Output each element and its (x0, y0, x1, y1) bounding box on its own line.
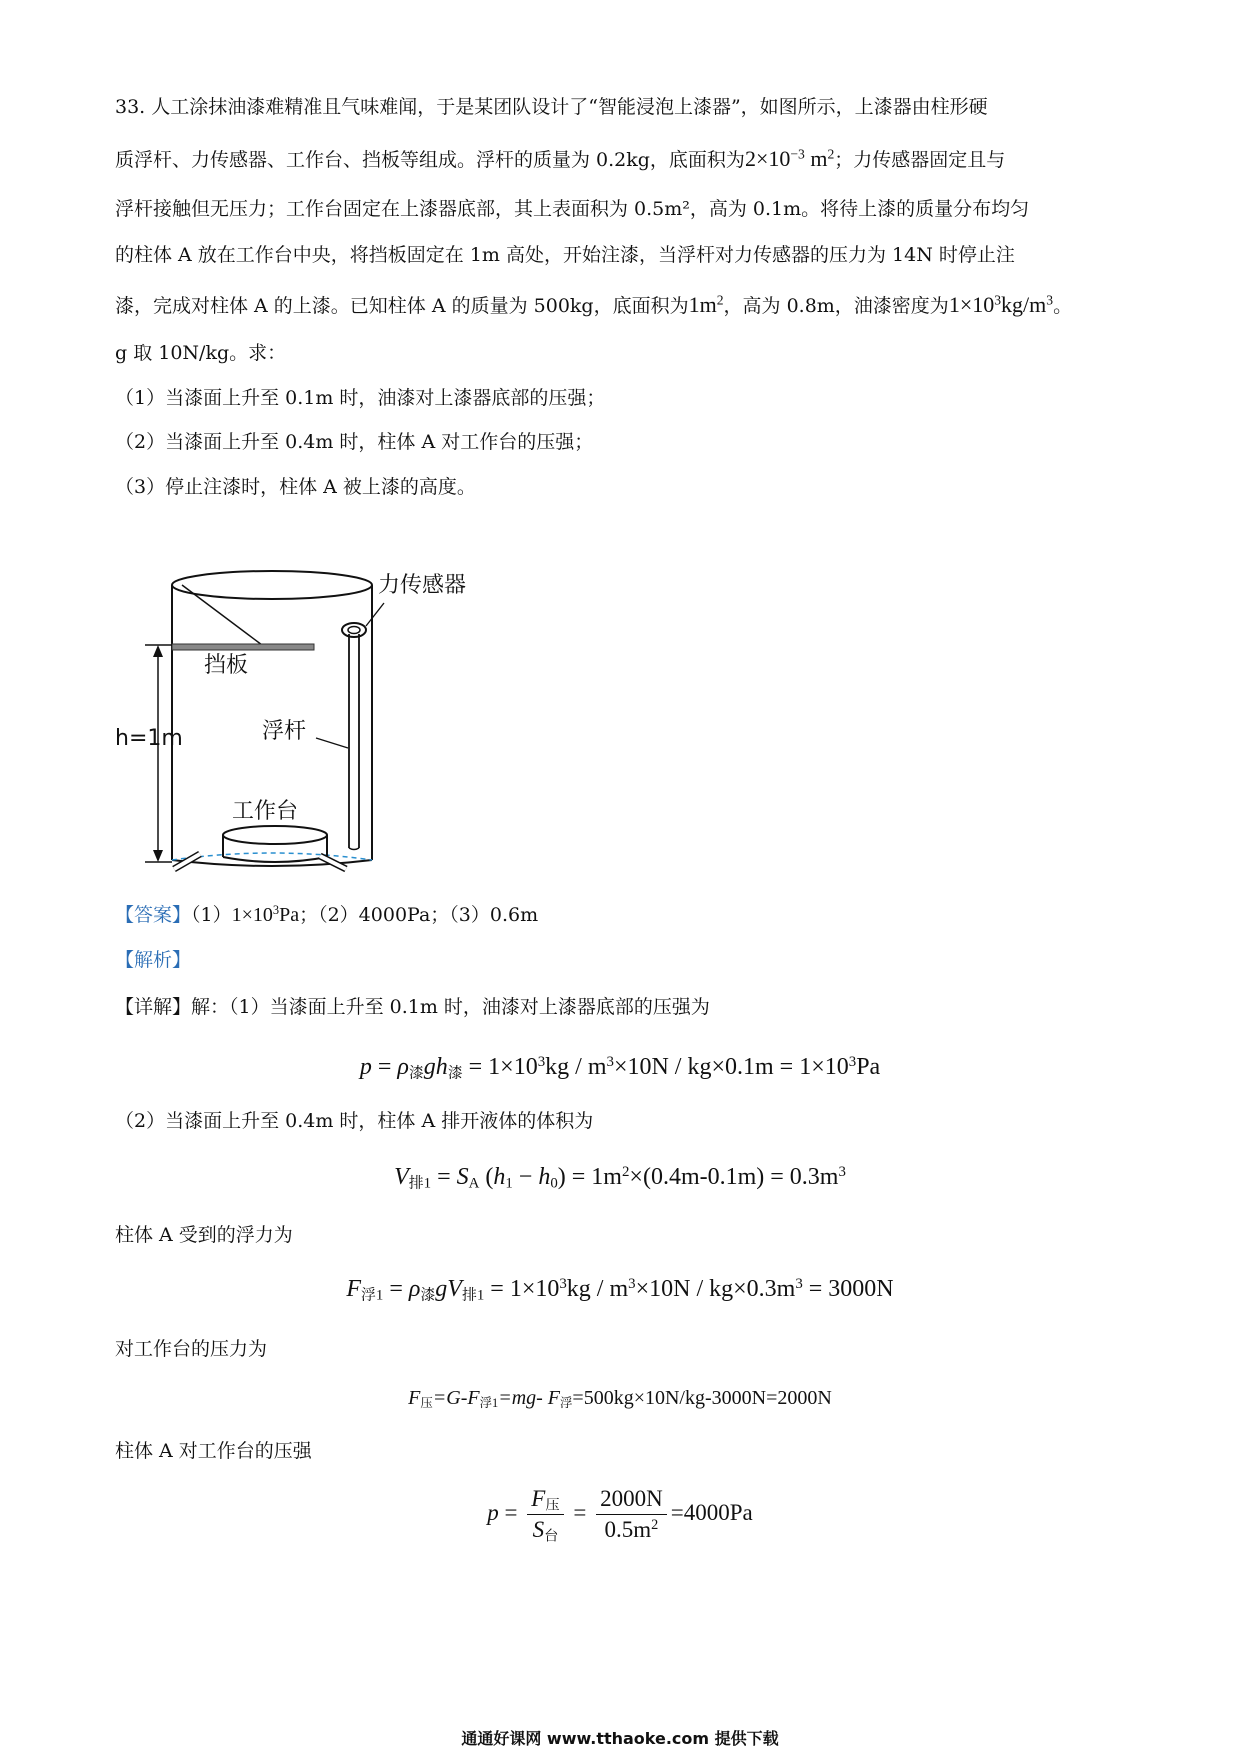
step-2-text: （2）当漆面上升至 0.4m 时，柱体 A 排开液体的体积为 (115, 1110, 594, 1132)
rod-leader (316, 738, 348, 748)
equation-5: p = $\frac{F_压}{S_台}$ = $\frac{2000N}{0.5m^2}$ =4000Pa (487, 1486, 753, 1545)
problem-line-2: 质浮杆、力传感器、工作台、挡板等组成。浮杆的质量为 0.2kg，底面积为$2\times 10^{-3}$ $m^2$；力传感器固定且与 (115, 146, 1006, 171)
problem-line-6: g 取 10N/kg。求： (115, 342, 287, 364)
baffle-label: 挡板 (204, 653, 249, 678)
problem-line-1: 33. 人工涂抹油漆难精准且气味难闻，于是某团队设计了“智能浸泡上漆器”，如图所示，上漆器由柱形硬 (115, 96, 988, 118)
height-dim-arrow-bottom (153, 850, 163, 862)
answer-tag: 【答案】 (115, 904, 192, 926)
baffle-strut (182, 585, 262, 645)
analysis-tag: 【解析】 (115, 949, 192, 971)
question-1: （1）当漆面上升至 0.1m 时，油漆对上漆器底部的压强； (115, 387, 606, 409)
equation-3: $F_{浮1} = \rho_漆gV_{排1} = 1\times 10^3kg / m^3\times 10N / kg\times 0.3m^3 = 3000N$ (346, 1275, 894, 1304)
container-top-rim (172, 571, 372, 599)
step-5-text: 柱体 A 对工作台的压强 (115, 1440, 312, 1462)
float-rod-bottom (349, 848, 359, 850)
container-bottom-back (172, 853, 372, 860)
sensor-label: 力传感器 (378, 573, 467, 598)
sensor-leader (366, 603, 384, 626)
equation-4: $F_压=G-F_{浮1}=mg-$ $F_浮=500kg\times 10N/kg-3000N=2000N$ (408, 1387, 832, 1411)
work-table-top (223, 826, 327, 844)
equation-2: $V_{排1} = S_A$ $(h_1 - h_0) = 1m^2\times(0.4m-0.1m) = 0.3m^3$ (394, 1163, 846, 1192)
step-3-text: 柱体 A 受到的浮力为 (115, 1224, 293, 1246)
problem-line-3: 浮杆接触但无压力；工作台固定在上漆器底部，其上表面积为 0.5m²，高为 0.1m。将待上漆的质量分布均匀 (115, 198, 1030, 220)
force-sensor-ring-outer (342, 623, 366, 637)
detail-line: 【详解】解：（1）当漆面上升至 0.1m 时，油漆对上漆器底部的压强为 (115, 996, 710, 1018)
footer-credit: 通通好课网 www.tthaoke.com 提供下载 (461, 1729, 779, 1748)
problem-line-5: 漆，完成对柱体 A 的上漆。已知柱体 A 的质量为 500kg，底面积为$1m^2$，高为 0.8m，油漆密度为$1\times 10^3kg/m^3$。 (115, 292, 1073, 317)
height-dim-arrow-top (153, 645, 163, 657)
rod-label: 浮杆 (262, 719, 307, 744)
baffle-plate (172, 644, 314, 650)
equation-1: $p = \rho_漆gh_漆 = 1\times 10^3kg / m^3\times 10N / kg\times 0.1m = 1\times 10^3Pa$ (359, 1053, 881, 1082)
question-2: （2）当漆面上升至 0.4m 时，柱体 A 对工作台的压强； (115, 431, 594, 453)
height-label: h=1m (115, 726, 183, 751)
problem-line-4: 的柱体 A 放在工作台中央，将挡板固定在 1m 高处，开始注漆，当浮杆对力传感器的压力为 14N 时停止注 (115, 244, 1015, 266)
force-sensor-ring-inner (348, 627, 360, 634)
answer-line: 【答案】$(1)1\times 10^3Pa$；（2）4000Pa；（3）0.6m (115, 903, 539, 926)
step-4-text: 对工作台的压力为 (115, 1338, 268, 1360)
question-3: （3）停止注漆时，柱体 A 被上漆的高度。 (115, 476, 476, 498)
work-table-bottom (223, 857, 327, 862)
table-label: 工作台 (232, 799, 299, 824)
